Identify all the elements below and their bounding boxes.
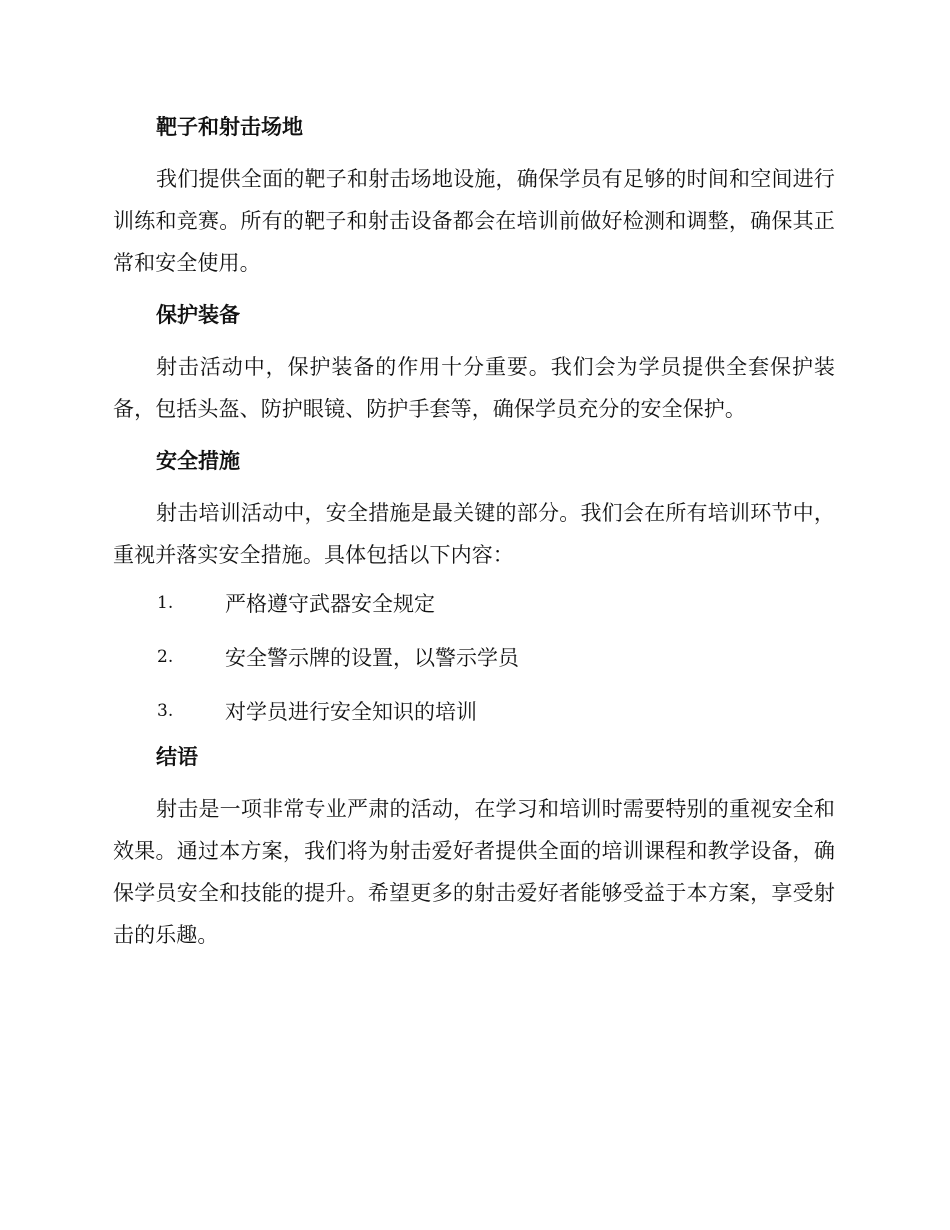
list-item-number: 1. bbox=[157, 593, 174, 613]
section-heading-safety-measures: 安全措施 bbox=[156, 449, 240, 473]
list-item-number: 2. bbox=[157, 647, 174, 667]
list-item bbox=[113, 576, 835, 630]
section-heading-conclusion: 结语 bbox=[156, 745, 198, 769]
list-item-text: 严格遵守武器安全规定 bbox=[225, 592, 435, 616]
section-paragraph-targets: 我们提供全面的靶子和射击场地设施，确保学员有足够的时间和空间进行训练和竞赛。所有的靶子和射击设备都会在培训前做好检测和调整，确保其正常和安全使用。 bbox=[113, 167, 835, 275]
list-item-text: 对学员进行安全知识的培训 bbox=[225, 700, 477, 724]
section-paragraph-conclusion: 射击是一项非常专业严肃的活动，在学习和培训时需要特别的重视安全和效果。通过本方案，我们将为射击爱好者提供全面的培训课程和教学设备，确保学员安全和技能的提升。希望更多的射击爱好者能够受益于本方案，享受射击的乐趣。 bbox=[113, 797, 835, 947]
list-item bbox=[113, 630, 835, 684]
list-item-number: 3. bbox=[157, 701, 174, 721]
document-page bbox=[113, 108, 835, 956]
safety-measures-list bbox=[113, 576, 835, 738]
list-item-text: 安全警示牌的设置，以警示学员 bbox=[225, 646, 519, 670]
list-item bbox=[113, 684, 835, 738]
section-paragraph-safety-measures: 射击培训活动中，安全措施是最关键的部分。我们会在所有培训环节中，重视并落实安全措施。具体包括以下内容： bbox=[113, 501, 835, 567]
section-paragraph-protective-gear: 射击活动中，保护装备的作用十分重要。我们会为学员提供全套保护装备，包括头盔、防护眼镜、防护手套等，确保学员充分的安全保护。 bbox=[113, 355, 835, 421]
section-heading-protective-gear: 保护装备 bbox=[156, 303, 240, 327]
section-heading-targets: 靶子和射击场地 bbox=[156, 115, 303, 139]
